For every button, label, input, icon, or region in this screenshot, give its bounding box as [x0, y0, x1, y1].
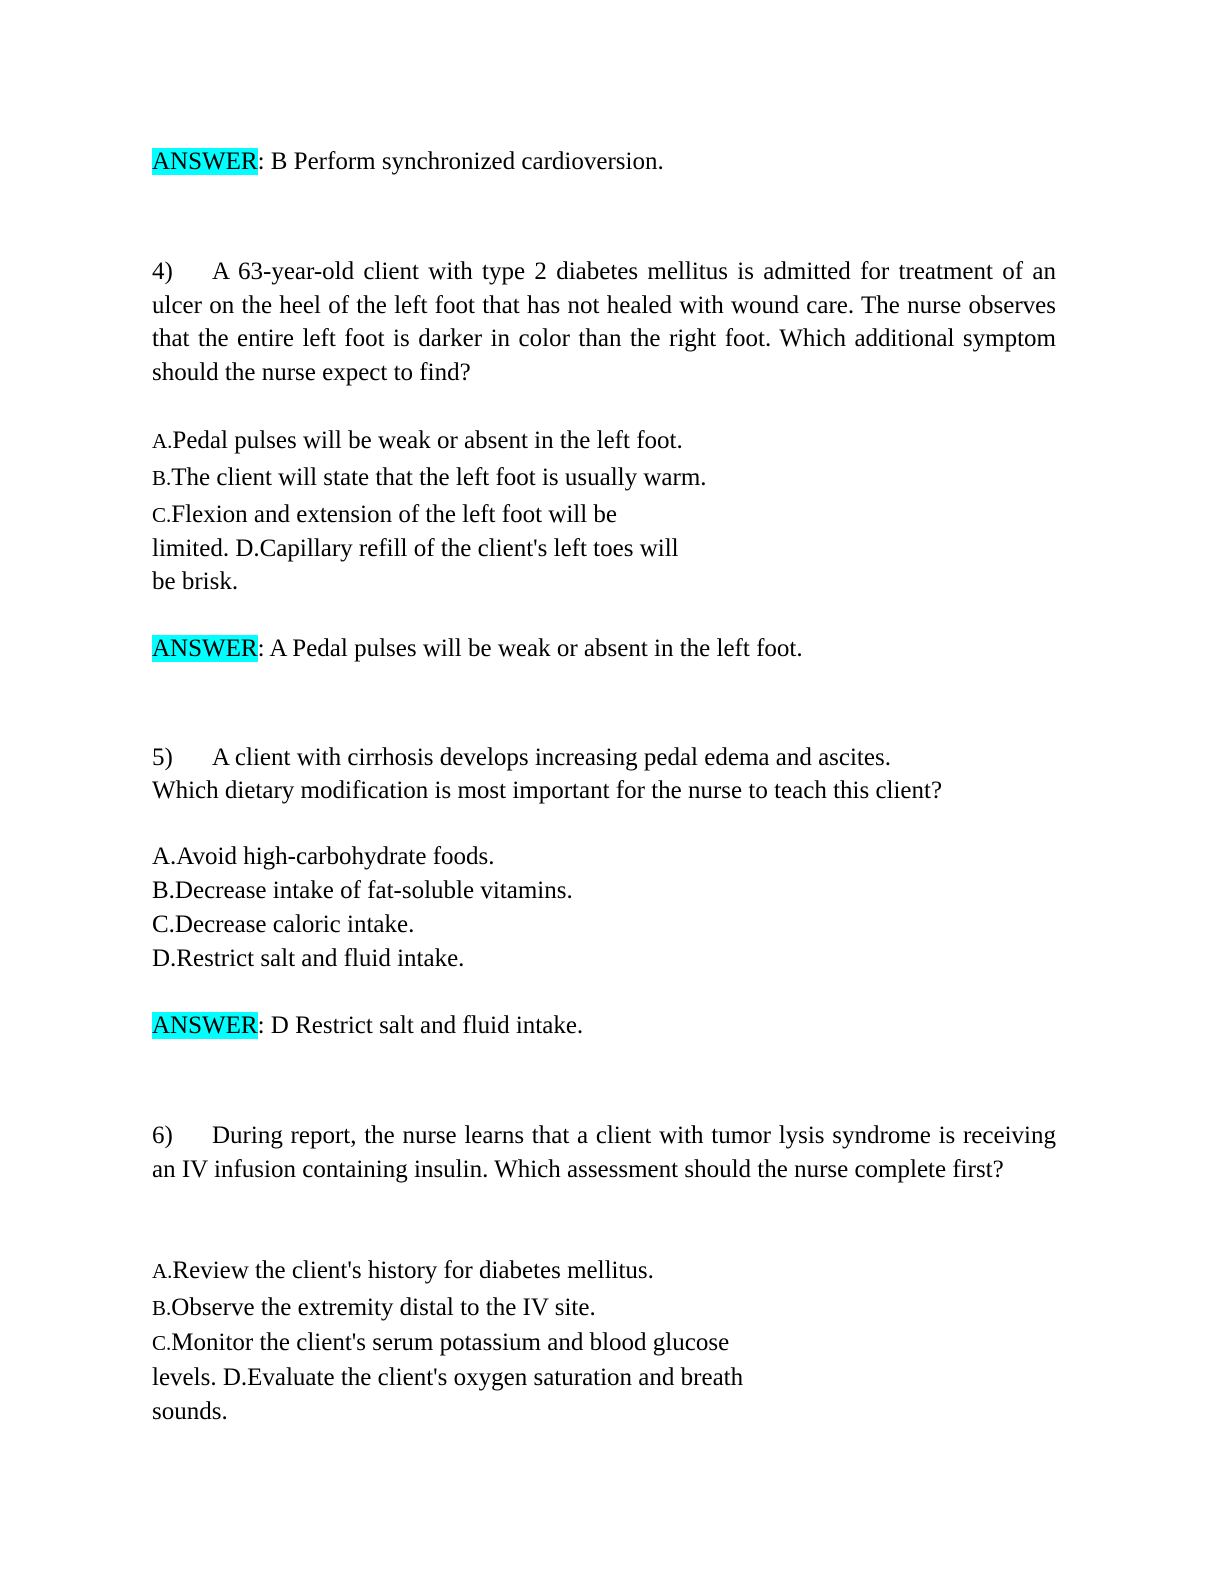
answer-label-highlight: ANSWER [152, 1012, 258, 1039]
q5-stem-text-1: A client with cirrhosis develops increasing pedal edema and ascites. [212, 744, 891, 771]
answer-label-highlight: ANSWER [152, 635, 258, 662]
q6-option-b [152, 1291, 596, 1325]
q5-option-a: A.Avoid high-carbohydrate foods. [152, 843, 495, 870]
q4-stem [152, 255, 1056, 389]
q4-option-c-line3: be brisk. [152, 568, 239, 595]
q3-answer-line [152, 145, 664, 178]
q4-option-c-text: Flexion and extension of the left foot will be [171, 501, 618, 528]
q6-option-c [152, 1326, 729, 1360]
q6-option-c-line2: levels. D.Evaluate the client's oxygen saturation and breath [152, 1364, 744, 1391]
q6-stem [152, 1119, 1056, 1186]
q5-number: 5) [152, 744, 173, 771]
q4-answer-text: : A Pedal pulses will be weak or absent in the left foot. [257, 635, 803, 662]
q3-answer-text: : B Perform synchronized cardioversion. [257, 148, 664, 175]
q4-number: 4) [152, 258, 173, 285]
q4-option-b-letter: B. [152, 466, 172, 490]
q6-stem-text: During report, the nurse learns that a client with tumor lysis syndrome is receiving an IV infusion containing insulin. Which assessment should the nurse complete first? [152, 1122, 1056, 1183]
q5-answer-text: : D Restrict salt and fluid intake. [257, 1012, 584, 1039]
q6-option-a [152, 1254, 654, 1288]
q6-option-c-text: Monitor the client's serum potassium and blood glucose [171, 1329, 730, 1356]
q5-option-d: D.Restrict salt and fluid intake. [152, 945, 465, 972]
q4-answer-line [152, 632, 803, 665]
q4-option-b [152, 461, 707, 495]
q6-option-c-line3: sounds. [152, 1398, 228, 1425]
q4-option-a-text: Pedal pulses will be weak or absent in the left foot. [172, 427, 683, 454]
q4-stem-text: A 63-year-old client with type 2 diabetes mellitus is admitted for treatment of an ulcer on the heel of the left foot that has not healed with wound care. The nurse observes that the entire left foot is darker in color than the right foot. Which additional symptom should the nurse expect to find? [152, 258, 1056, 386]
answer-label-highlight: ANSWER [152, 148, 258, 175]
q5-option-c: C.Decrease caloric intake. [152, 911, 415, 938]
q4-option-b-text: The client will state that the left foot is usually warm. [171, 464, 707, 491]
q4-option-a [152, 424, 683, 458]
q6-number: 6) [152, 1122, 173, 1149]
q4-option-c-letter: C. [152, 503, 172, 527]
q4-option-c-line2: limited. D.Capillary refill of the client's left toes will [152, 535, 679, 562]
q4-option-c [152, 498, 617, 532]
q6-option-c-letter: C. [152, 1331, 172, 1355]
q6-option-a-text: Review the client's history for diabetes mellitus. [172, 1257, 654, 1284]
q5-answer-line [152, 1009, 583, 1042]
q5-option-b: B.Decrease intake of fat-soluble vitamins. [152, 877, 573, 904]
q5-stem-line2: Which dietary modification is most important for the nurse to teach this client? [152, 777, 943, 804]
q6-option-b-letter: B. [152, 1296, 172, 1320]
q4-option-a-letter: A. [152, 429, 173, 453]
q6-option-a-letter: A. [152, 1259, 173, 1283]
q5-stem-line1 [152, 741, 891, 774]
q6-option-b-text: Observe the extremity distal to the IV site. [171, 1294, 596, 1321]
